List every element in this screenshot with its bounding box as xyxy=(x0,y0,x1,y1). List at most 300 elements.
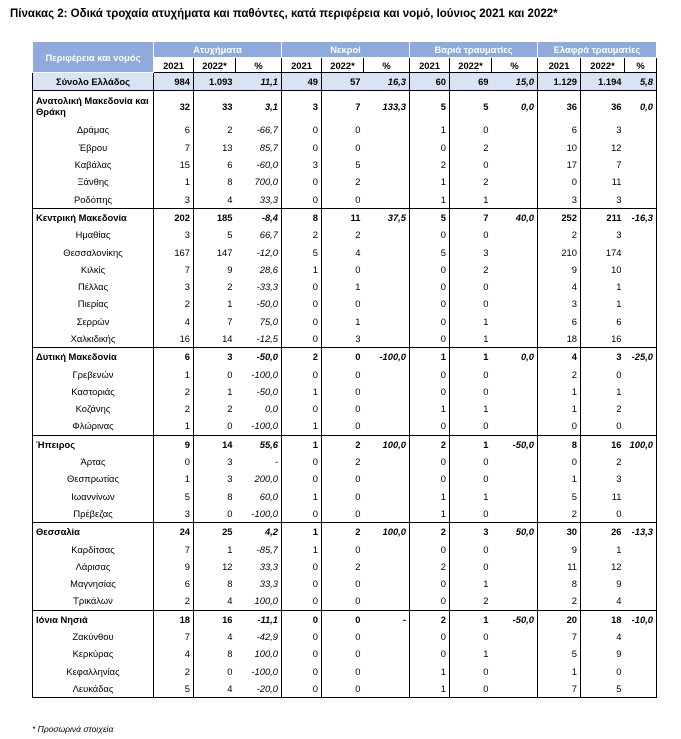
value-cell: 4 xyxy=(194,592,236,610)
value-cell: 28,6 xyxy=(259,263,278,275)
value-cell: 100,0 xyxy=(364,435,410,453)
value-cell: 1 xyxy=(410,121,450,138)
value-cell xyxy=(625,540,657,557)
value-cell: 147 xyxy=(194,243,236,260)
value-cell xyxy=(625,330,657,348)
value-cell: 100,0 xyxy=(254,595,278,607)
value-cell: 7 xyxy=(538,628,581,645)
prefecture-row xyxy=(33,453,657,470)
value-cell xyxy=(625,295,657,312)
value-cell: -100,0 xyxy=(251,368,278,380)
value-cell: 8 xyxy=(194,645,236,662)
value-cell xyxy=(492,295,538,312)
value-cell: 0 xyxy=(450,226,492,243)
value-cell: 0 xyxy=(450,680,492,698)
value-cell: 0 xyxy=(410,470,450,487)
value-cell: 8 xyxy=(194,575,236,592)
value-cell: 3 xyxy=(194,453,236,470)
prefecture-row xyxy=(33,156,657,173)
value-cell: 1 xyxy=(450,575,492,592)
value-cell: 1.194 xyxy=(581,73,625,91)
value-cell: 33,3 xyxy=(259,578,278,590)
value-cell xyxy=(364,488,410,505)
value-cell: 1 xyxy=(538,383,581,400)
prefecture-row xyxy=(33,575,657,592)
value-cell: 2 xyxy=(322,558,364,575)
prefecture-row xyxy=(33,365,657,382)
value-cell: 9 xyxy=(538,261,581,278)
statistics-table-container xyxy=(32,41,657,698)
value-cell: 16 xyxy=(581,330,625,348)
value-cell: 1 xyxy=(410,488,450,505)
value-cell: 66,7 xyxy=(259,229,278,241)
value-cell xyxy=(625,417,657,435)
value-cell: 0,0 xyxy=(492,91,538,122)
value-cell: 60 xyxy=(410,73,450,91)
value-cell: -50,0 xyxy=(492,435,538,453)
value-cell: 0,0 xyxy=(625,91,657,122)
value-cell: 2 xyxy=(538,226,581,243)
value-cell: 0 xyxy=(194,365,236,382)
value-cell: 3 xyxy=(581,470,625,487)
value-cell: 0 xyxy=(282,121,322,138)
value-cell: 7 xyxy=(322,91,364,122)
value-cell: 0 xyxy=(410,313,450,330)
row-name-cell: Κιλκίς xyxy=(33,261,154,278)
value-cell: 0 xyxy=(450,295,492,312)
value-cell: 85,7 xyxy=(259,141,278,153)
value-cell: -12,5 xyxy=(256,333,278,344)
value-cell: 18 xyxy=(154,610,194,628)
value-cell: 7 xyxy=(194,313,236,330)
value-cell xyxy=(364,628,410,645)
subheader-cell: % xyxy=(492,58,538,73)
row-name-cell: Λευκάδας xyxy=(33,680,154,698)
value-cell: 0 xyxy=(450,505,492,523)
value-cell: 2 xyxy=(322,173,364,190)
value-cell: 0,0 xyxy=(492,348,538,366)
value-cell: -11,1 xyxy=(236,610,282,628)
value-cell: -60,0 xyxy=(256,159,278,171)
value-cell: 18 xyxy=(538,330,581,348)
value-cell: -20,0 xyxy=(236,680,282,698)
value-cell xyxy=(492,592,538,610)
value-cell: 0 xyxy=(282,592,322,610)
value-cell xyxy=(492,156,538,173)
region-row xyxy=(33,610,657,628)
value-cell: 7 xyxy=(154,628,194,645)
row-name-cell: Σερρών xyxy=(33,313,154,330)
value-cell xyxy=(625,470,657,487)
value-cell xyxy=(625,400,657,417)
row-name-cell: Τρικάλων xyxy=(33,592,154,610)
value-cell: 2 xyxy=(194,400,236,417)
value-cell: 0 xyxy=(322,592,364,610)
value-cell: 4 xyxy=(154,645,194,662)
value-cell: 0 xyxy=(322,383,364,400)
value-cell: 8 xyxy=(194,173,236,190)
value-cell: -8,4 xyxy=(236,208,282,226)
value-cell: 60,0 xyxy=(259,490,278,502)
value-cell: - xyxy=(364,610,410,628)
row-name-cell: Ιόνια Νησιά xyxy=(33,610,154,628)
prefecture-row xyxy=(33,190,657,208)
value-cell xyxy=(625,453,657,470)
value-cell: -42,9 xyxy=(256,631,278,643)
value-cell xyxy=(625,488,657,505)
row-name-cell: Κεφαλληνίας xyxy=(33,663,154,680)
row-name-cell: Καβάλας xyxy=(33,156,154,173)
value-cell: 2 xyxy=(450,139,492,156)
value-cell xyxy=(625,139,657,156)
value-cell: 8 xyxy=(194,488,236,505)
value-cell: 2 xyxy=(450,173,492,190)
value-cell: 202 xyxy=(154,208,194,226)
value-cell: 0 xyxy=(450,156,492,173)
value-cell: 6 xyxy=(154,348,194,366)
value-cell xyxy=(364,365,410,382)
region-row xyxy=(33,523,657,541)
value-cell: -100,0 xyxy=(251,420,278,432)
value-cell: 1 xyxy=(282,488,322,505)
value-cell: 0 xyxy=(322,365,364,382)
value-cell: 16,3 xyxy=(364,73,410,91)
prefecture-row xyxy=(33,680,657,698)
value-cell: 3 xyxy=(154,226,194,243)
value-cell xyxy=(364,470,410,487)
subheader-cell: % xyxy=(625,58,657,73)
value-cell: 20 xyxy=(538,610,581,628)
prefecture-row xyxy=(33,645,657,662)
value-cell xyxy=(625,680,657,698)
subheader-cell: 2021 xyxy=(410,58,450,73)
value-cell: 0 xyxy=(410,575,450,592)
value-cell: 11 xyxy=(322,208,364,226)
value-cell: -16,3 xyxy=(625,208,657,226)
value-cell: 12 xyxy=(581,139,625,156)
value-cell: 75,0 xyxy=(259,315,278,327)
row-name-cell: Λάρισας xyxy=(33,558,154,575)
value-cell xyxy=(492,261,538,278)
value-cell: 0 xyxy=(282,190,322,208)
value-cell: -100,0 xyxy=(251,507,278,519)
row-name-cell: Κεντρική Μακεδονία xyxy=(33,208,154,226)
region-row xyxy=(33,208,657,226)
value-cell: 0 xyxy=(410,226,450,243)
value-cell xyxy=(492,383,538,400)
row-name-cell: Σύνολο Ελλάδος xyxy=(33,73,154,91)
value-cell xyxy=(625,628,657,645)
value-cell: 9 xyxy=(581,645,625,662)
value-cell: 1 xyxy=(450,610,492,628)
value-cell: 1 xyxy=(410,348,450,366)
value-cell: 25 xyxy=(194,523,236,541)
value-cell xyxy=(492,628,538,645)
value-cell: 16 xyxy=(154,330,194,348)
value-cell: 0 xyxy=(282,610,322,628)
value-cell: -10,0 xyxy=(625,610,657,628)
value-cell: 2 xyxy=(538,365,581,382)
value-cell: 0 xyxy=(282,628,322,645)
value-cell: 0 xyxy=(194,663,236,680)
value-cell xyxy=(364,295,410,312)
region-column-header: Περιφέρεια και νομός xyxy=(33,42,154,73)
group-header-serious-injured: Βαριά τραυματίες xyxy=(410,42,538,58)
value-cell: 3 xyxy=(154,505,194,523)
value-cell: 36 xyxy=(581,91,625,122)
value-cell: 2 xyxy=(154,663,194,680)
value-cell xyxy=(364,156,410,173)
value-cell: 1 xyxy=(410,663,450,680)
value-cell xyxy=(625,365,657,382)
value-cell: 2 xyxy=(538,505,581,523)
value-cell: 26 xyxy=(581,523,625,541)
value-cell: -100,0 xyxy=(251,665,278,677)
value-cell: 3 xyxy=(194,348,236,366)
value-cell: 0 xyxy=(322,417,364,435)
value-cell: 1 xyxy=(450,190,492,208)
value-cell: 2 xyxy=(154,592,194,610)
value-cell: 1.093 xyxy=(194,73,236,91)
row-name-cell: Ήπειρος xyxy=(33,435,154,453)
value-cell: 3 xyxy=(538,190,581,208)
value-cell: 0 xyxy=(282,663,322,680)
subheader-cell: 2021 xyxy=(282,58,322,73)
value-cell: 0 xyxy=(322,628,364,645)
value-cell: 0 xyxy=(410,645,450,662)
prefecture-row xyxy=(33,383,657,400)
value-cell: 0 xyxy=(322,645,364,662)
value-cell: 1 xyxy=(154,365,194,382)
group-header-deaths: Νεκροί xyxy=(282,42,410,58)
row-name-cell: Πρέβεζας xyxy=(33,505,154,523)
value-cell: 2 xyxy=(322,226,364,243)
value-cell: 2 xyxy=(581,400,625,417)
prefecture-row xyxy=(33,261,657,278)
value-cell: 0 xyxy=(282,313,322,330)
value-cell: 0 xyxy=(450,628,492,645)
value-cell xyxy=(492,243,538,260)
value-cell: 185 xyxy=(194,208,236,226)
row-name-cell: Ανατολική Μακεδονία και Θράκη xyxy=(33,91,154,122)
value-cell: 3 xyxy=(154,190,194,208)
value-cell: 1 xyxy=(154,470,194,487)
accidents-table xyxy=(32,41,657,698)
value-cell: 1 xyxy=(538,663,581,680)
value-cell: 2 xyxy=(410,558,450,575)
subheader-cell: 2022* xyxy=(581,58,625,73)
value-cell: -50,0 xyxy=(236,348,282,366)
value-cell: 5 xyxy=(194,226,236,243)
value-cell: 4 xyxy=(581,592,625,610)
value-cell: 7 xyxy=(154,261,194,278)
prefecture-row xyxy=(33,417,657,435)
value-cell: 1 xyxy=(450,330,492,348)
value-cell: 8 xyxy=(538,575,581,592)
value-cell: 0 xyxy=(322,505,364,523)
value-cell: 2 xyxy=(154,295,194,312)
value-cell: 1 xyxy=(538,470,581,487)
value-cell xyxy=(492,575,538,592)
value-cell: -50,0 xyxy=(492,610,538,628)
value-cell: 2 xyxy=(282,348,322,366)
value-cell: 3 xyxy=(581,190,625,208)
value-cell xyxy=(364,453,410,470)
value-cell: 0 xyxy=(538,173,581,190)
row-name-cell: Έβρου xyxy=(33,139,154,156)
value-cell xyxy=(364,278,410,295)
value-cell: 0 xyxy=(322,610,364,628)
value-cell: 0 xyxy=(410,592,450,610)
value-cell xyxy=(492,453,538,470)
value-cell: 0 xyxy=(410,139,450,156)
value-cell: 0 xyxy=(450,453,492,470)
value-cell: 8 xyxy=(538,435,581,453)
value-cell: 3 xyxy=(282,91,322,122)
value-cell: 0 xyxy=(322,190,364,208)
value-cell: 9 xyxy=(194,261,236,278)
value-cell: 0 xyxy=(322,663,364,680)
value-cell: 2 xyxy=(194,278,236,295)
value-cell: -66,7 xyxy=(256,124,278,136)
value-cell: 33,3 xyxy=(259,560,278,572)
value-cell: 1 xyxy=(194,540,236,557)
value-cell xyxy=(625,156,657,173)
row-name-cell: Θεσσαλονίκης xyxy=(33,243,154,260)
value-cell xyxy=(625,313,657,330)
value-cell: 6 xyxy=(194,156,236,173)
value-cell: 211 xyxy=(581,208,625,226)
value-cell: 2 xyxy=(154,400,194,417)
region-row xyxy=(33,435,657,453)
subheader-cell: 2022* xyxy=(322,58,364,73)
value-cell: 7 xyxy=(450,208,492,226)
row-name-cell: Ζακύνθου xyxy=(33,628,154,645)
value-cell: 0 xyxy=(450,383,492,400)
value-cell: 2 xyxy=(410,435,450,453)
value-cell: 0 xyxy=(282,575,322,592)
row-name-cell: Καρδίτσας xyxy=(33,540,154,557)
value-cell: 5,8 xyxy=(625,73,657,91)
value-cell: 0 xyxy=(282,278,322,295)
value-cell xyxy=(625,663,657,680)
value-cell: 10 xyxy=(581,261,625,278)
value-cell: 0 xyxy=(322,295,364,312)
value-cell: 2 xyxy=(450,261,492,278)
value-cell: 5 xyxy=(282,243,322,260)
value-cell xyxy=(364,139,410,156)
value-cell: 0 xyxy=(410,417,450,435)
row-name-cell: Κοζάνης xyxy=(33,400,154,417)
value-cell xyxy=(625,575,657,592)
value-cell: 1 xyxy=(410,173,450,190)
value-cell: 5 xyxy=(410,208,450,226)
value-cell xyxy=(364,190,410,208)
value-cell: 2 xyxy=(282,226,322,243)
prefecture-row xyxy=(33,663,657,680)
value-cell: 984 xyxy=(154,73,194,91)
prefecture-row xyxy=(33,313,657,330)
value-cell xyxy=(625,243,657,260)
value-cell: 0 xyxy=(282,558,322,575)
value-cell: 40,0 xyxy=(492,208,538,226)
value-cell: 5 xyxy=(154,488,194,505)
value-cell xyxy=(625,261,657,278)
value-cell: 9 xyxy=(581,575,625,592)
value-cell: 6 xyxy=(538,313,581,330)
value-cell: 0 xyxy=(322,400,364,417)
value-cell: 4 xyxy=(194,680,236,698)
row-name-cell: Καστοριάς xyxy=(33,383,154,400)
value-cell xyxy=(364,680,410,698)
value-cell: 1 xyxy=(410,190,450,208)
value-cell xyxy=(492,505,538,523)
value-cell: 0 xyxy=(581,663,625,680)
value-cell: -33,3 xyxy=(256,281,278,293)
value-cell xyxy=(625,383,657,400)
value-cell: 0 xyxy=(581,365,625,382)
value-cell: 13 xyxy=(194,139,236,156)
value-cell xyxy=(364,417,410,435)
value-cell: 0 xyxy=(450,121,492,138)
subheader-cell: % xyxy=(236,58,282,73)
value-cell: 174 xyxy=(581,243,625,260)
value-cell: 15 xyxy=(154,156,194,173)
value-cell: 9 xyxy=(538,540,581,557)
value-cell: 10 xyxy=(538,139,581,156)
value-cell: 4 xyxy=(322,243,364,260)
value-cell: 0 xyxy=(322,261,364,278)
row-name-cell: Κερκύρας xyxy=(33,645,154,662)
value-cell: 37,5 xyxy=(364,208,410,226)
value-cell: 4 xyxy=(538,348,581,366)
row-name-cell: Φλώρινας xyxy=(33,417,154,435)
row-name-cell: Πιερίας xyxy=(33,295,154,312)
value-cell: 0 xyxy=(322,139,364,156)
value-cell: 3,1 xyxy=(236,91,282,122)
value-cell xyxy=(625,278,657,295)
value-cell: 5 xyxy=(538,645,581,662)
value-cell: 0 xyxy=(282,505,322,523)
value-cell: 0 xyxy=(410,628,450,645)
value-cell: 0 xyxy=(282,139,322,156)
value-cell: 0 xyxy=(410,540,450,557)
value-cell: 1 xyxy=(450,400,492,417)
value-cell xyxy=(625,121,657,138)
value-cell: 11 xyxy=(538,558,581,575)
value-cell: 0 xyxy=(282,453,322,470)
value-cell: 3 xyxy=(322,330,364,348)
value-cell: 252 xyxy=(538,208,581,226)
value-cell xyxy=(492,417,538,435)
value-cell: 0 xyxy=(282,330,322,348)
value-cell: 2 xyxy=(410,610,450,628)
value-cell: 100,0 xyxy=(364,523,410,541)
value-cell: 0 xyxy=(410,278,450,295)
value-cell: 18 xyxy=(581,610,625,628)
value-cell: 3 xyxy=(194,470,236,487)
value-cell: 0 xyxy=(154,453,194,470)
value-cell xyxy=(492,663,538,680)
value-cell: 0 xyxy=(450,663,492,680)
value-cell xyxy=(364,558,410,575)
value-cell: 36 xyxy=(538,91,581,122)
value-cell: 0 xyxy=(410,295,450,312)
value-cell xyxy=(492,226,538,243)
value-cell: 5 xyxy=(410,91,450,122)
prefecture-row xyxy=(33,488,657,505)
value-cell xyxy=(364,575,410,592)
